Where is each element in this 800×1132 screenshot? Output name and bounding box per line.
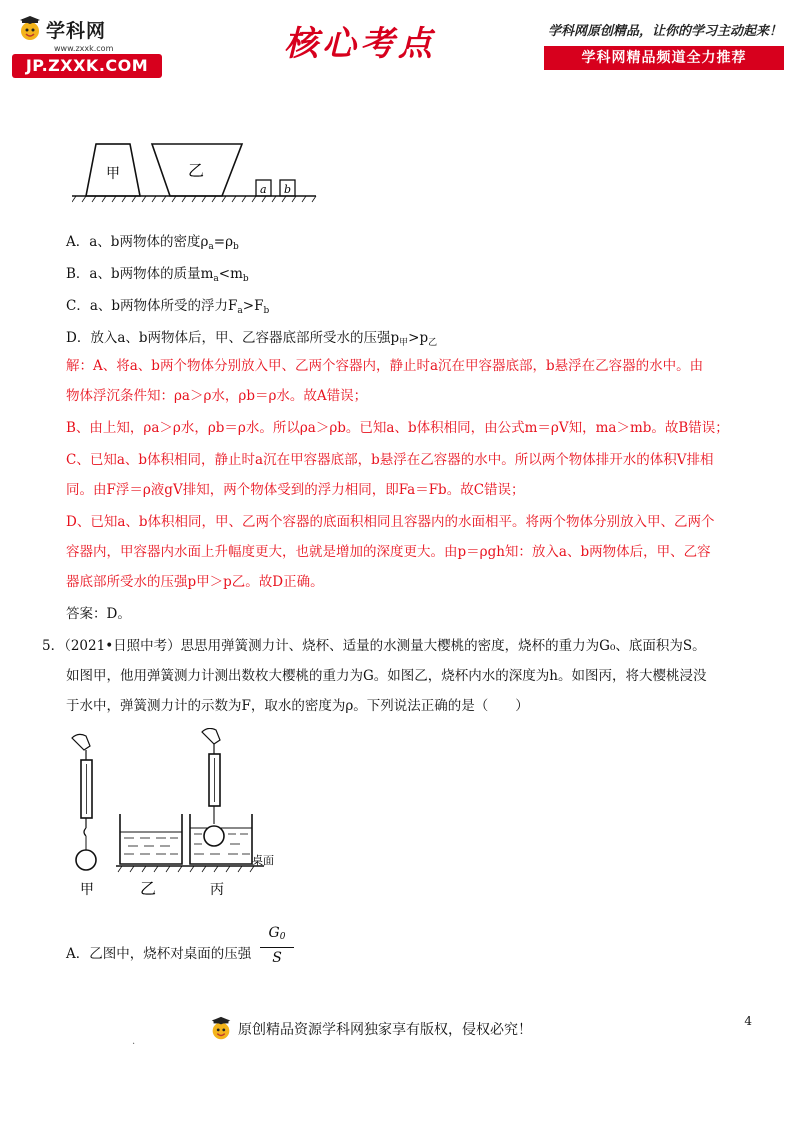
label-fig-bing: 丙 — [210, 882, 224, 898]
option-d: D．放入a、b两物体后，甲、乙容器底部所受水的压强$p_甲>p_乙$ — [66, 330, 438, 348]
label-a: a — [260, 183, 267, 196]
q5-line-2: 如图甲，他用弹簧测力计测出数枚大樱桃的重力为G。如图乙，烧杯内水的深度为h。如图丙，将大樱桃浸没 — [66, 668, 707, 684]
answer: 答案：D。 — [66, 606, 131, 622]
label-fig-jia: 甲 — [80, 882, 94, 898]
logo-banner: JP.ZXXK.COM — [12, 54, 162, 78]
footer-copyright: 原创精品资源学科网独家享有版权，侵权必究！ — [238, 1022, 532, 1038]
page-title: 核心考点 — [284, 24, 436, 64]
fraction-g0-over-s — [260, 924, 294, 968]
page-number: 4 — [744, 1014, 752, 1028]
solution-line-6: D、已知a、b体积相同，甲、乙两个容器的底面积相同且容器内的水面相平。将两个物体分别放入甲、乙两个 — [66, 514, 715, 530]
q5-line-1: 5．（2021•日照中考）思思用弹簧测力计、烧杯、适量的水测量大樱桃的密度，烧杯的重力为G₀、底面积为S。 — [42, 638, 706, 654]
solution-line-7: 容器内，甲容器内水面上升幅度更大，也就是增加的深度更大。由p＝ρgh知：放入a、b两物体后，甲、乙容 — [66, 544, 711, 560]
label-b: b — [284, 183, 292, 196]
option-c: C．a、b两物体所受的浮力$F_a>F_b$ — [66, 298, 270, 316]
mascot-icon — [208, 1016, 234, 1042]
logo-text: 学科网 — [46, 19, 107, 42]
figure-spring-scale — [64, 728, 304, 908]
label-yi: 乙 — [188, 161, 205, 180]
solution-line-3: B、由上知，ρa＞ρ水，ρb＝ρ水。所以ρa＞ρb。已知a、b体积相同，由公式m＝ρV知，ma＞mb。故B错误； — [66, 420, 729, 436]
solution-line-2: 物体浮沉条件知：ρa＞ρ水，ρb＝ρ水。故A错误； — [66, 388, 368, 404]
label-fig-yi: 乙 — [140, 879, 157, 898]
header-banner: 学科网精品频道全力推荐 — [544, 46, 784, 70]
fraction-numerator-sub: 0 — [279, 932, 286, 942]
q5-option-a-text: A．乙图中，烧杯对桌面的压强 — [66, 946, 252, 962]
option-a: A．a、b两物体的密度$\rho_a=\rho_b$ — [66, 234, 239, 252]
solution-line-8: 器底部所受水的压强p甲＞p乙。故D正确。 — [66, 574, 324, 590]
q5-line-3: 于水中，弹簧测力计的示数为F，取水的密度为ρ。下列说法正确的是（ ） — [66, 698, 529, 714]
fraction-numerator: G — [268, 925, 280, 941]
footer-dot: . — [132, 1036, 136, 1047]
logo-domain: www.zxxk.com — [54, 44, 114, 53]
label-desk: 桌面 — [252, 854, 274, 867]
figure-containers — [72, 132, 322, 208]
solution-line-5: 同。由F浮＝ρ液gV排知，两个物体受到的浮力相同，即Fa＝Fb。故C错误； — [66, 482, 525, 498]
solution-line-4: C、已知a、b体积相同，静止时a沉在甲容器底部，b悬浮在乙容器的水中。所以两个物体排开水的体积V排相 — [66, 452, 714, 468]
site-logo — [12, 14, 162, 80]
fraction-denominator: S — [272, 950, 282, 966]
footer — [208, 1016, 532, 1042]
solution-line-1: 解：A、将a、b两个物体分别放入甲、乙两个容器内，静止时a沉在甲容器底部，b悬浮在乙容器的水中。由 — [66, 358, 704, 374]
label-jia: 甲 — [106, 166, 120, 182]
option-b: B．a、b两物体的质量$m_a<m_b$ — [66, 266, 249, 284]
header-slogan: 学科网原创精品，让你的学习主动起来！ — [547, 24, 782, 39]
mascot-icon — [16, 15, 44, 43]
